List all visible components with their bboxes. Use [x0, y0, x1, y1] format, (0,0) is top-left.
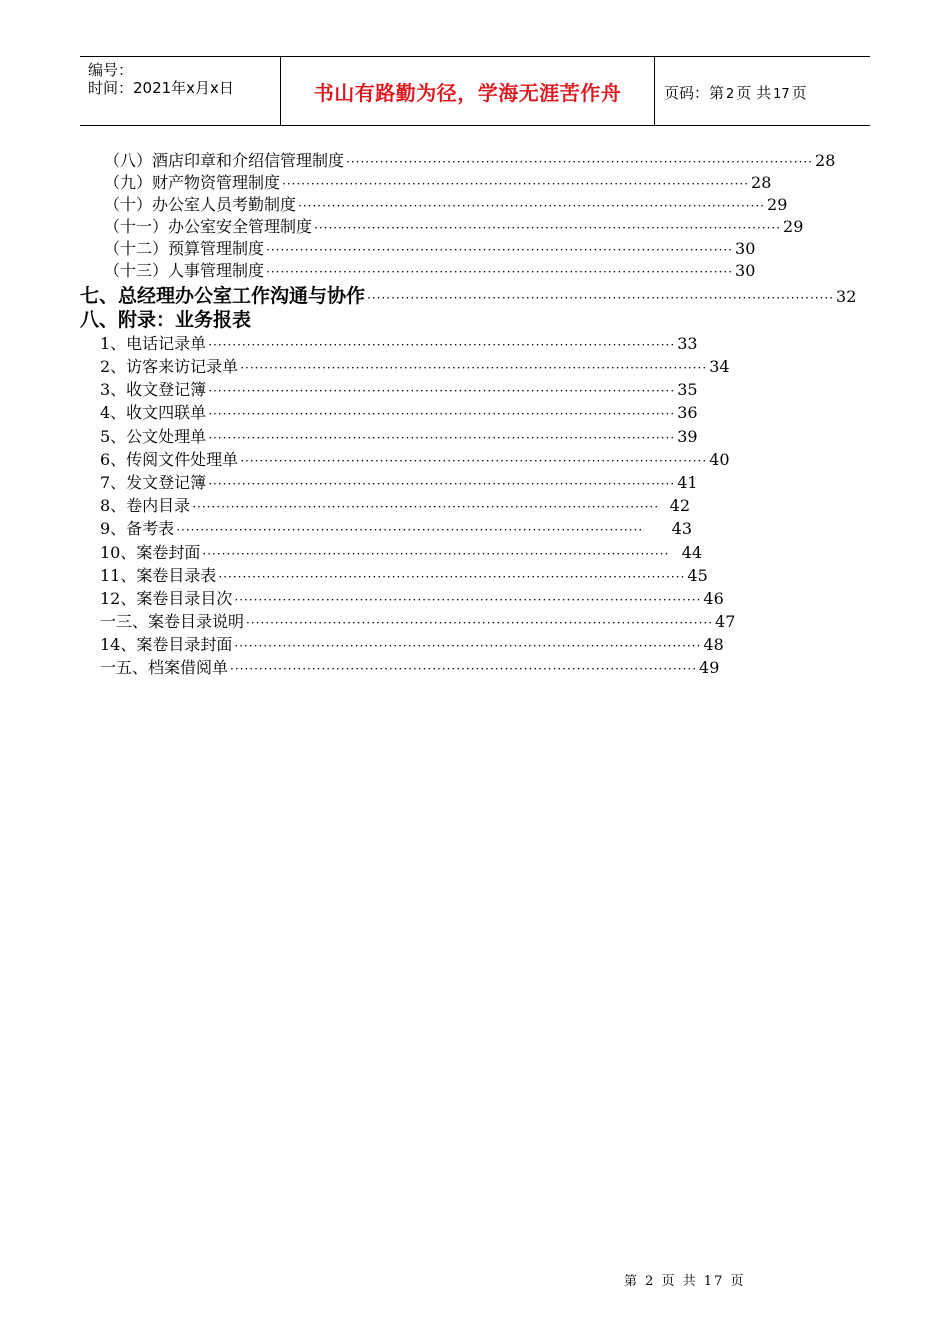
toc-entry[interactable] — [100, 331, 698, 354]
header-meta — [88, 61, 234, 97]
toc-entry[interactable] — [100, 424, 698, 447]
toc-entry-label: 3、收文登记簿 — [100, 380, 207, 399]
toc-entry[interactable] — [100, 655, 720, 678]
toc-leader: ································································································· — [192, 500, 660, 514]
toc-leader: ································································································· — [176, 523, 644, 537]
toc-leader: ································································································· — [230, 662, 698, 676]
toc-entry[interactable] — [104, 192, 788, 215]
toc-entry-page: 30 — [735, 239, 756, 258]
toc-leader: ································································································· — [240, 454, 708, 468]
toc-entry[interactable] — [100, 516, 692, 539]
toc-entry[interactable] — [104, 170, 772, 193]
toc-entry-label: （十）办公室人员考勤制度 — [104, 195, 297, 214]
toc-entry-label: 8、卷内目录 — [100, 496, 191, 515]
toc-entry[interactable] — [100, 586, 724, 609]
toc-entry-page: 28 — [815, 151, 836, 170]
page-prefix: 页码：第 — [664, 84, 725, 102]
toc-entry-page: 30 — [735, 261, 756, 280]
toc-leader: ································································································· — [240, 361, 708, 375]
document-header — [80, 56, 870, 126]
toc-entry[interactable] — [100, 377, 698, 400]
toc-entry-label: 9、备考表 — [100, 519, 175, 538]
toc-leader: ································································································· — [367, 291, 835, 305]
toc-entry-page: 34 — [709, 357, 730, 376]
document-time-label: 时间：2021年x月x日 — [88, 79, 234, 97]
toc-entry-label: （八）酒店印章和介绍信管理制度 — [104, 151, 345, 170]
toc-entry-label: 7、发文登记簿 — [100, 473, 207, 492]
toc-leader: ································································································· — [266, 243, 734, 257]
toc-entry-page: 35 — [677, 380, 698, 399]
toc-entry-page: 48 — [703, 635, 724, 654]
toc-leader: ································································································· — [282, 177, 750, 191]
toc-leader: ································································································· — [208, 384, 676, 398]
toc-leader: ································································································· — [234, 639, 702, 653]
toc-entry[interactable] — [100, 470, 698, 493]
toc-section-heading[interactable] — [80, 305, 480, 332]
toc-leader: ································································································· — [234, 593, 702, 607]
toc-entry[interactable] — [104, 214, 804, 237]
page-total: 17 — [773, 87, 790, 102]
toc-leader: ································································································· — [298, 199, 766, 213]
toc-entry[interactable] — [100, 354, 730, 377]
header-motto: 书山有路勤为径，学海无涯苦作舟 — [313, 81, 622, 105]
toc-entry-page: 29 — [767, 195, 788, 214]
toc-entry-page: 47 — [715, 612, 736, 631]
toc-entry-page: 29 — [783, 217, 804, 236]
toc-entry-page: 43 — [671, 519, 692, 538]
toc-entry-label: 12、案卷目录目次 — [100, 589, 233, 608]
toc-entry[interactable] — [100, 540, 702, 563]
header-page-indicator — [664, 82, 807, 103]
page-footer: 第 2 页 共 17 页 — [624, 1274, 746, 1289]
header-divider — [654, 57, 655, 125]
document-number-label: 编号： — [88, 61, 134, 79]
toc-entry-label: 1、电话记录单 — [100, 334, 207, 353]
toc-entry-page: 28 — [751, 173, 772, 192]
page-suffix: 页 — [791, 84, 807, 102]
toc-entry[interactable] — [104, 148, 836, 171]
toc-entry-page: 33 — [677, 334, 698, 353]
toc-leader: ································································································· — [246, 616, 714, 630]
toc-leader: ································································································· — [208, 431, 676, 445]
toc-entry[interactable] — [100, 400, 698, 423]
toc-entry-label: 5、公文处理单 — [100, 427, 207, 446]
toc-leader: ································································································· — [266, 265, 734, 279]
toc-entry-label: 八、附录：业务报表 — [80, 309, 252, 331]
toc-entry-page: 40 — [709, 450, 730, 469]
toc-entry-page: 49 — [699, 658, 720, 677]
toc-entry-label: （十一）办公室安全管理制度 — [104, 217, 313, 236]
toc-entry-label: 10、案卷封面 — [100, 543, 201, 562]
toc-leader: ································································································· — [346, 155, 814, 169]
toc-entry[interactable] — [104, 236, 756, 259]
toc-entry-label: 一三、案卷目录说明 — [100, 612, 245, 631]
toc-entry-label: 七、总经理办公室工作沟通与协作 — [80, 285, 366, 307]
toc-leader: ································································································· — [208, 407, 676, 421]
toc-entry-page: 45 — [687, 566, 708, 585]
toc-entry-page: 44 — [681, 543, 702, 562]
toc-entry-page: 39 — [677, 427, 698, 446]
toc-entry-label: 11、案卷目录表 — [100, 566, 217, 585]
toc-entry-label: 2、访客来访记录单 — [100, 357, 239, 376]
toc-entry-label: （十二）预算管理制度 — [104, 239, 265, 258]
toc-leader: ································································································· — [314, 221, 782, 235]
toc-entry-label: 4、收文四联单 — [100, 403, 207, 422]
toc-entry[interactable] — [100, 563, 708, 586]
toc-entry-page: 42 — [669, 496, 690, 515]
page-mid: 页 共 — [736, 84, 772, 102]
toc-entry-page: 32 — [836, 287, 857, 306]
toc-entry[interactable] — [100, 609, 736, 632]
toc-leader: ································································································· — [208, 338, 676, 352]
toc-section-heading[interactable] — [80, 281, 857, 308]
toc-leader: ································································································· — [208, 477, 676, 491]
toc-leader: ································································································· — [218, 570, 686, 584]
toc-entry-page: 36 — [677, 403, 698, 422]
toc-entry[interactable] — [100, 493, 690, 516]
page-current: 2 — [726, 87, 735, 102]
toc-entry-label: 14、案卷目录封面 — [100, 635, 233, 654]
toc-entry[interactable] — [104, 258, 756, 281]
toc-entry-label: 6、传阅文件处理单 — [100, 450, 239, 469]
toc-entry[interactable] — [100, 632, 724, 655]
toc-entry-label: （十三）人事管理制度 — [104, 261, 265, 280]
toc-leader: ································································································· — [202, 547, 670, 561]
toc-entry[interactable] — [100, 447, 730, 470]
toc-entry-label: 一五、档案借阅单 — [100, 658, 229, 677]
toc-entry-page: 46 — [703, 589, 724, 608]
toc-entry-page: 41 — [677, 473, 698, 492]
toc-entry-label: （九）财产物资管理制度 — [104, 173, 281, 192]
